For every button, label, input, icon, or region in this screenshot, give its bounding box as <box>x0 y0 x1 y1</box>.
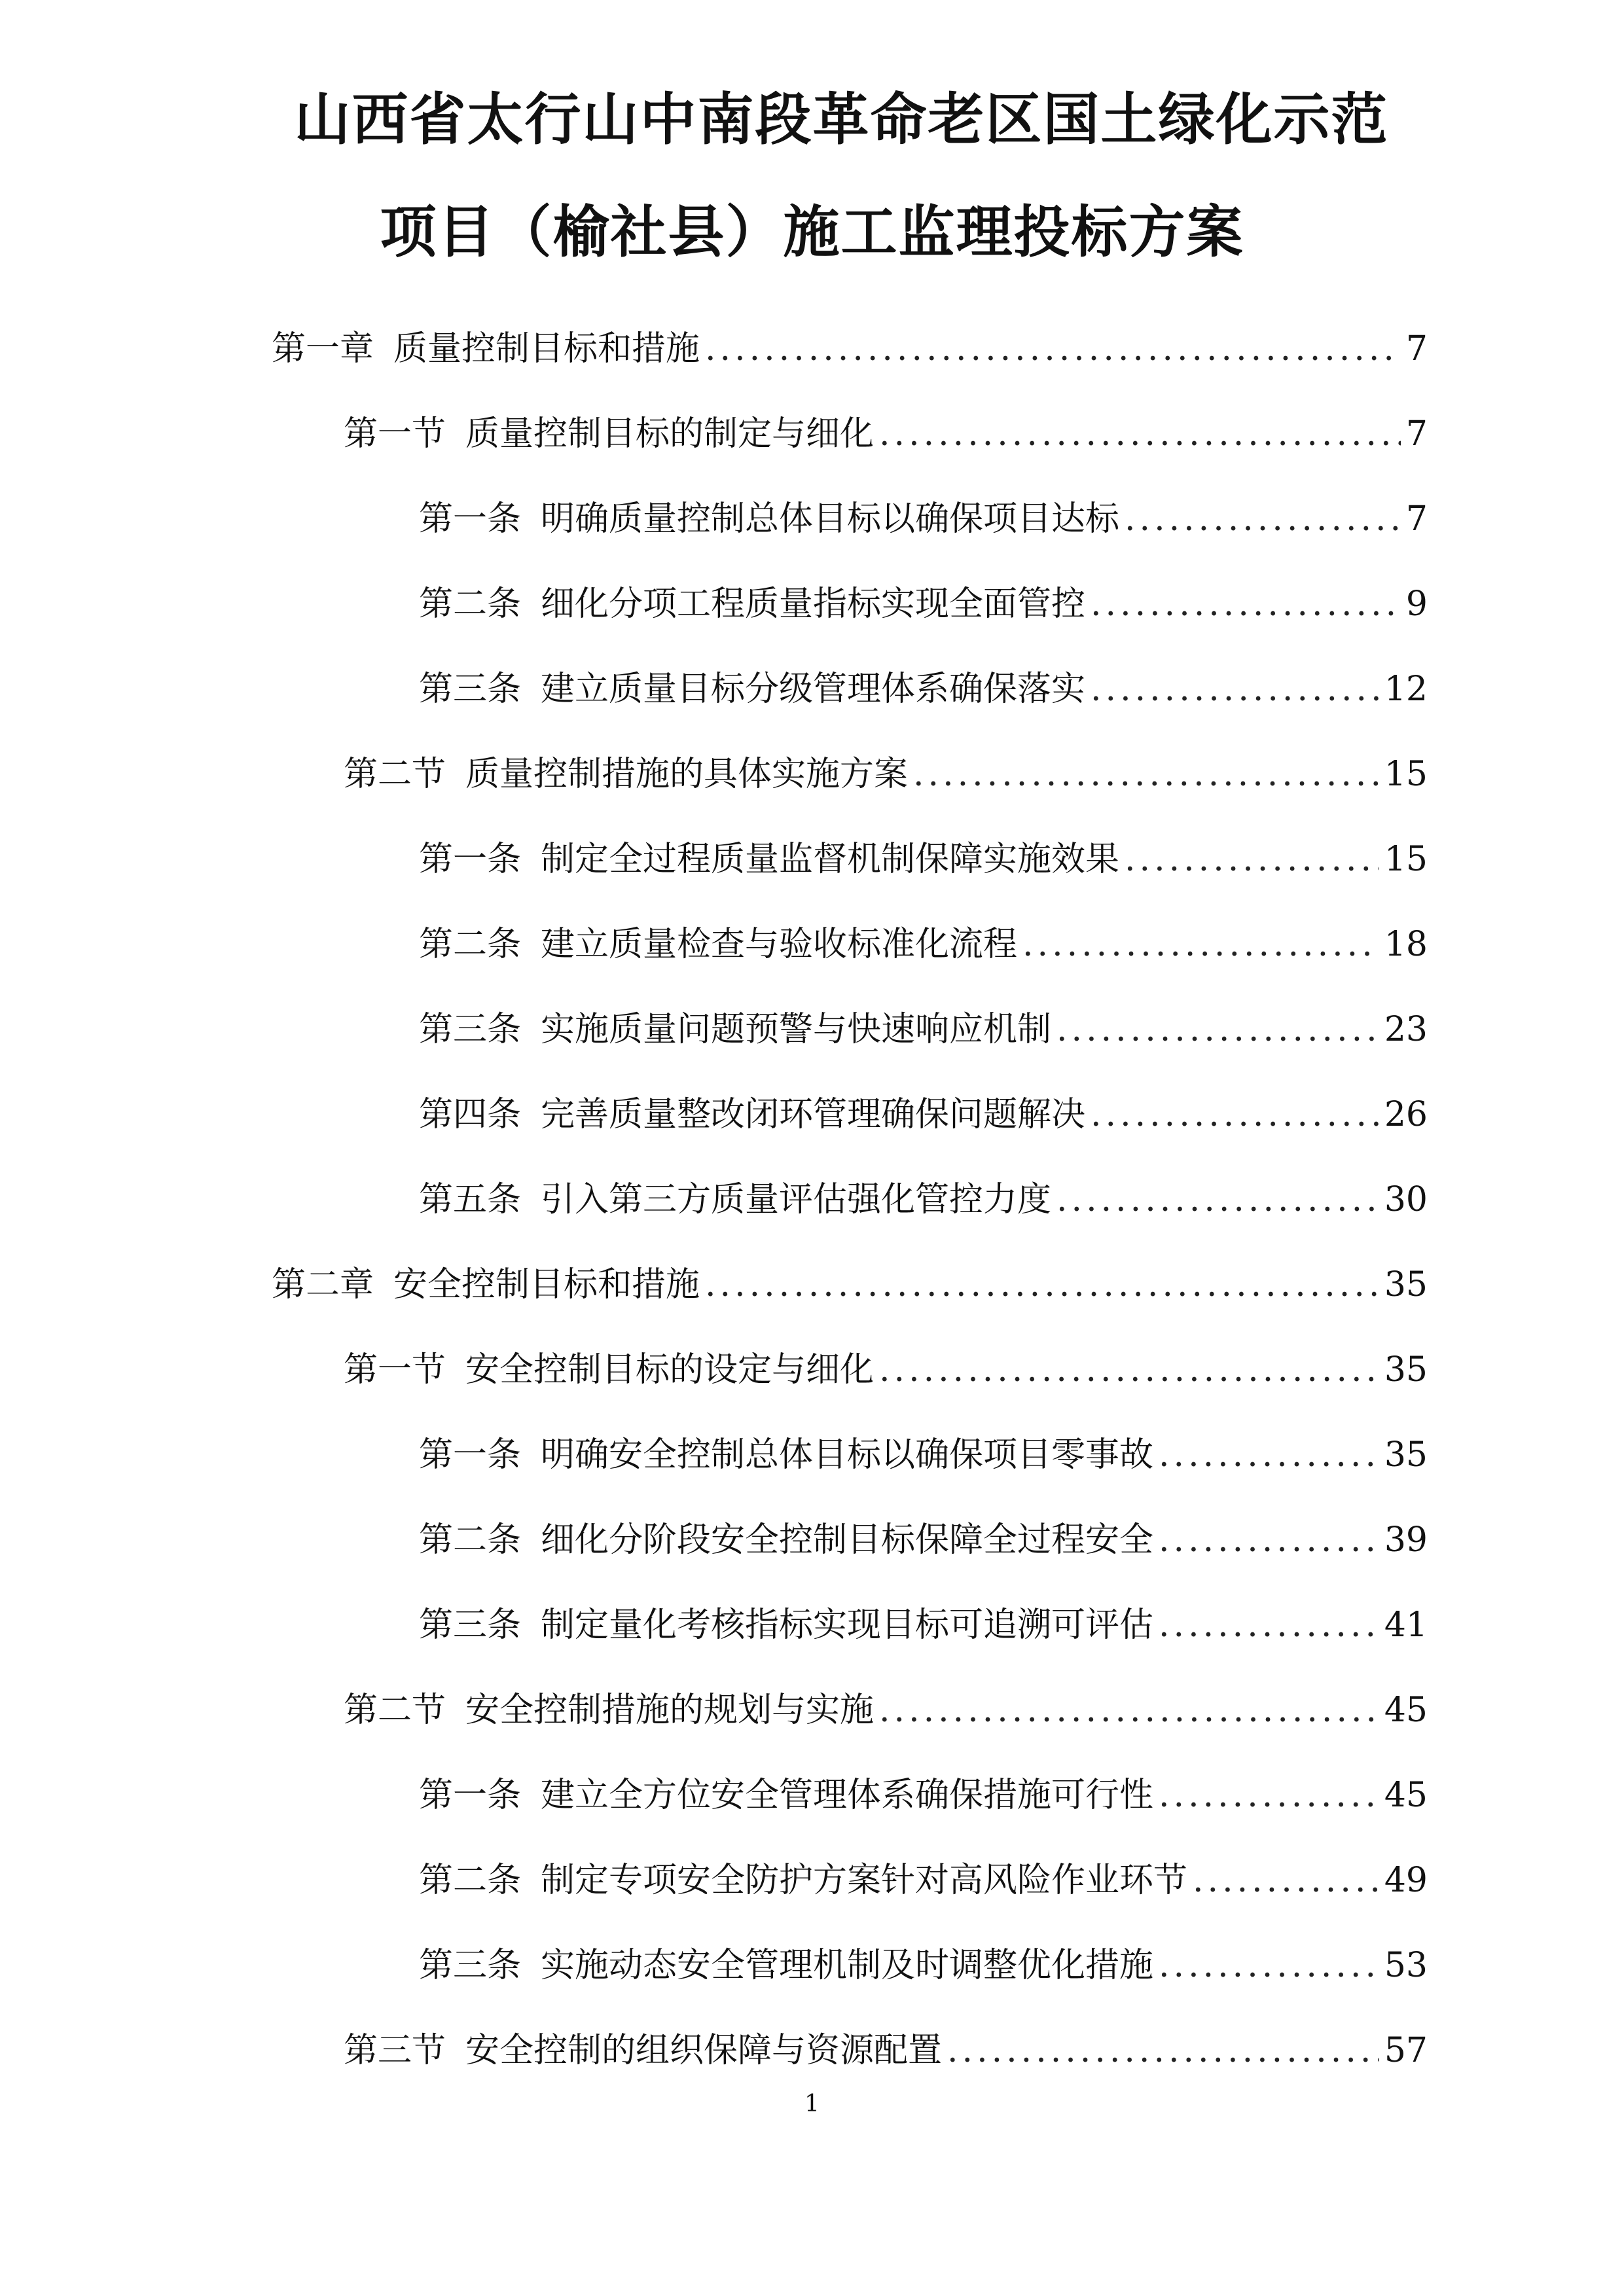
page-number: 1 <box>804 2090 820 2117</box>
toc-entry-label <box>272 1262 700 1308</box>
toc-entry-number: 第五条 <box>419 1180 522 1219</box>
toc-entry-page: 7 <box>1405 414 1428 454</box>
toc-entry[interactable] <box>419 1517 1428 1563</box>
toc-dot-leader <box>947 2028 1379 2073</box>
toc-entry-label <box>272 326 700 372</box>
toc-entry[interactable] <box>344 751 1428 797</box>
toc-entry-page: 49 <box>1384 1861 1428 1900</box>
toc-entry-label <box>344 751 908 797</box>
toc-entry-number: 第二条 <box>419 584 522 624</box>
toc-entry-page: 7 <box>1405 499 1428 539</box>
toc-entry-title: 明确安全控制总体目标以确保项目零事故 <box>541 1435 1154 1475</box>
toc-entry-number: 第一节 <box>344 1350 446 1390</box>
toc-entry[interactable] <box>419 1007 1428 1052</box>
toc-dot-leader <box>705 1262 1379 1308</box>
toc-entry-number: 第一条 <box>419 840 522 879</box>
toc-dot-leader <box>879 411 1401 457</box>
toc-entry-page: 26 <box>1384 1095 1428 1134</box>
toc-entry-number: 第二节 <box>344 755 446 794</box>
toc-dot-leader <box>1091 1092 1379 1138</box>
toc-entry-title: 实施质量问题预警与快速响应机制 <box>541 1010 1052 1049</box>
toc-entry-page: 18 <box>1384 925 1428 964</box>
toc-entry[interactable] <box>344 411 1428 457</box>
toc-entry[interactable] <box>419 1177 1428 1223</box>
toc-entry-title: 完善质量整改闭环管理确保问题解决 <box>541 1095 1086 1134</box>
toc-entry-page: 7 <box>1405 329 1428 368</box>
toc-entry[interactable] <box>419 1943 1428 1988</box>
toc-entry-page: 35 <box>1384 1350 1428 1390</box>
toc-dot-leader <box>1193 1857 1379 1903</box>
toc-dot-leader <box>705 326 1401 372</box>
toc-entry-title: 细化分项工程质量指标实现全面管控 <box>541 584 1086 624</box>
toc-dot-leader <box>1125 836 1379 882</box>
toc-entry-number: 第三条 <box>419 670 522 709</box>
toc-entry-number: 第三条 <box>419 1946 522 1985</box>
toc-entry-number: 第四条 <box>419 1095 522 1134</box>
toc-entry-page: 30 <box>1384 1180 1428 1219</box>
toc-entry-title: 安全控制目标的设定与细化 <box>465 1350 875 1390</box>
toc-entry[interactable] <box>419 1772 1428 1818</box>
toc-entry[interactable] <box>419 1432 1428 1478</box>
toc-entry-number: 第二节 <box>344 1691 446 1730</box>
toc-entry-title: 安全控制目标和措施 <box>393 1265 700 1304</box>
toc-entry-page: 15 <box>1384 755 1428 794</box>
toc-entry-number: 第三条 <box>419 1605 522 1645</box>
toc-entry-label <box>419 1602 1153 1648</box>
toc-entry-label <box>344 1347 874 1393</box>
toc-entry[interactable] <box>344 1347 1428 1393</box>
toc-dot-leader <box>1159 1432 1379 1478</box>
toc-entry[interactable] <box>419 666 1428 712</box>
document-title-line-2: 项目（榆社县）施工监理投标方案 <box>380 200 1244 265</box>
toc-entry-page: 9 <box>1405 584 1428 624</box>
toc-entry[interactable] <box>419 922 1428 967</box>
toc-entry-label <box>419 1092 1085 1138</box>
toc-entry[interactable] <box>272 1262 1428 1308</box>
toc-entry-number: 第一章 <box>272 329 374 368</box>
toc-entry-label <box>419 581 1085 627</box>
toc-entry[interactable] <box>344 2028 1428 2073</box>
toc-dot-leader <box>879 1687 1379 1733</box>
toc-entry-title: 引入第三方质量评估强化管控力度 <box>541 1180 1052 1219</box>
toc-entry-number: 第二条 <box>419 1861 522 1900</box>
toc-entry-label <box>419 666 1085 712</box>
toc-entry-title: 安全控制的组织保障与资源配置 <box>465 2031 943 2070</box>
toc-entry-label <box>419 1517 1153 1563</box>
toc-dot-leader <box>913 751 1379 797</box>
toc-entry-label <box>344 411 874 457</box>
toc-entry-title: 建立质量目标分级管理体系确保落实 <box>541 670 1086 709</box>
toc-entry[interactable] <box>344 1687 1428 1733</box>
toc-dot-leader <box>1125 496 1401 542</box>
toc-entry-page: 45 <box>1384 1776 1428 1815</box>
toc-entry-number: 第一条 <box>419 499 522 539</box>
toc-dot-leader <box>1056 1007 1379 1052</box>
toc-entry-number: 第一节 <box>344 414 446 454</box>
toc-entry-label <box>419 1007 1051 1052</box>
toc-dot-leader <box>1159 1943 1379 1988</box>
toc-entry-title: 质量控制措施的具体实施方案 <box>465 755 909 794</box>
toc-entry-page: 35 <box>1384 1435 1428 1475</box>
toc-entry-number: 第一条 <box>419 1776 522 1815</box>
toc-entry[interactable] <box>419 581 1428 627</box>
toc-entry-title: 建立全方位安全管理体系确保措施可行性 <box>541 1776 1154 1815</box>
toc-entry-label <box>419 1772 1153 1818</box>
toc-entry-label <box>344 2028 942 2073</box>
toc-entry-page: 41 <box>1384 1605 1428 1645</box>
toc-entry-label <box>419 1857 1187 1903</box>
toc-entry-title: 制定专项安全防护方案针对高风险作业环节 <box>541 1861 1188 1900</box>
toc-entry-label <box>419 1177 1051 1223</box>
toc-entry[interactable] <box>419 1602 1428 1648</box>
toc-entry-title: 质量控制目标的制定与细化 <box>465 414 875 454</box>
toc-dot-leader <box>879 1347 1379 1393</box>
toc-entry-number: 第二条 <box>419 925 522 964</box>
toc-entry-number: 第二条 <box>419 1520 522 1560</box>
document-title-line-1: 山西省太行山中南段革命老区国土绿化示范 <box>294 87 1389 152</box>
toc-entry-page: 57 <box>1384 2031 1428 2070</box>
toc-entry[interactable] <box>419 1857 1428 1903</box>
toc-entry-number: 第三节 <box>344 2031 446 2070</box>
toc-entry[interactable] <box>272 326 1428 372</box>
toc-entry-page: 45 <box>1384 1691 1428 1730</box>
toc-entry-title: 细化分阶段安全控制目标保障全过程安全 <box>541 1520 1154 1560</box>
toc-dot-leader <box>1091 581 1401 627</box>
toc-entry-label <box>419 1432 1153 1478</box>
toc-dot-leader <box>1159 1517 1379 1563</box>
toc-entry-number: 第二章 <box>272 1265 374 1304</box>
toc-entry-page: 53 <box>1384 1946 1428 1985</box>
toc-entry-number: 第三条 <box>419 1010 522 1049</box>
toc-entry-title: 实施动态安全管理机制及时调整优化措施 <box>541 1946 1154 1985</box>
toc-entry-label <box>419 922 1017 967</box>
toc-entry[interactable] <box>419 496 1428 542</box>
toc-dot-leader <box>1159 1772 1379 1818</box>
toc-entry[interactable] <box>419 1092 1428 1138</box>
toc-entry-page: 12 <box>1384 670 1428 709</box>
toc-entry-label <box>419 1943 1153 1988</box>
toc-entry-title: 制定量化考核指标实现目标可追溯可评估 <box>541 1605 1154 1645</box>
toc-dot-leader <box>1022 922 1379 967</box>
toc-entry-title: 建立质量检查与验收标准化流程 <box>541 925 1018 964</box>
toc-entry-page: 23 <box>1384 1010 1428 1049</box>
toc-entry-title: 质量控制目标和措施 <box>393 329 700 368</box>
toc-entry[interactable] <box>419 836 1428 882</box>
toc-dot-leader <box>1056 1177 1379 1223</box>
toc-entry-page: 35 <box>1384 1265 1428 1304</box>
toc-entry-label <box>419 836 1119 882</box>
toc-entry-title: 制定全过程质量监督机制保障实施效果 <box>541 840 1120 879</box>
toc-entry-label <box>419 496 1119 542</box>
toc-dot-leader <box>1091 666 1379 712</box>
toc-entry-page: 15 <box>1384 840 1428 879</box>
toc-entry-title: 明确质量控制总体目标以确保项目达标 <box>541 499 1120 539</box>
toc-entry-page: 39 <box>1384 1520 1428 1560</box>
toc-entry-title: 安全控制措施的规划与实施 <box>465 1691 875 1730</box>
toc-entry-number: 第一条 <box>419 1435 522 1475</box>
toc-dot-leader <box>1159 1602 1379 1648</box>
toc-entry-label <box>344 1687 874 1733</box>
